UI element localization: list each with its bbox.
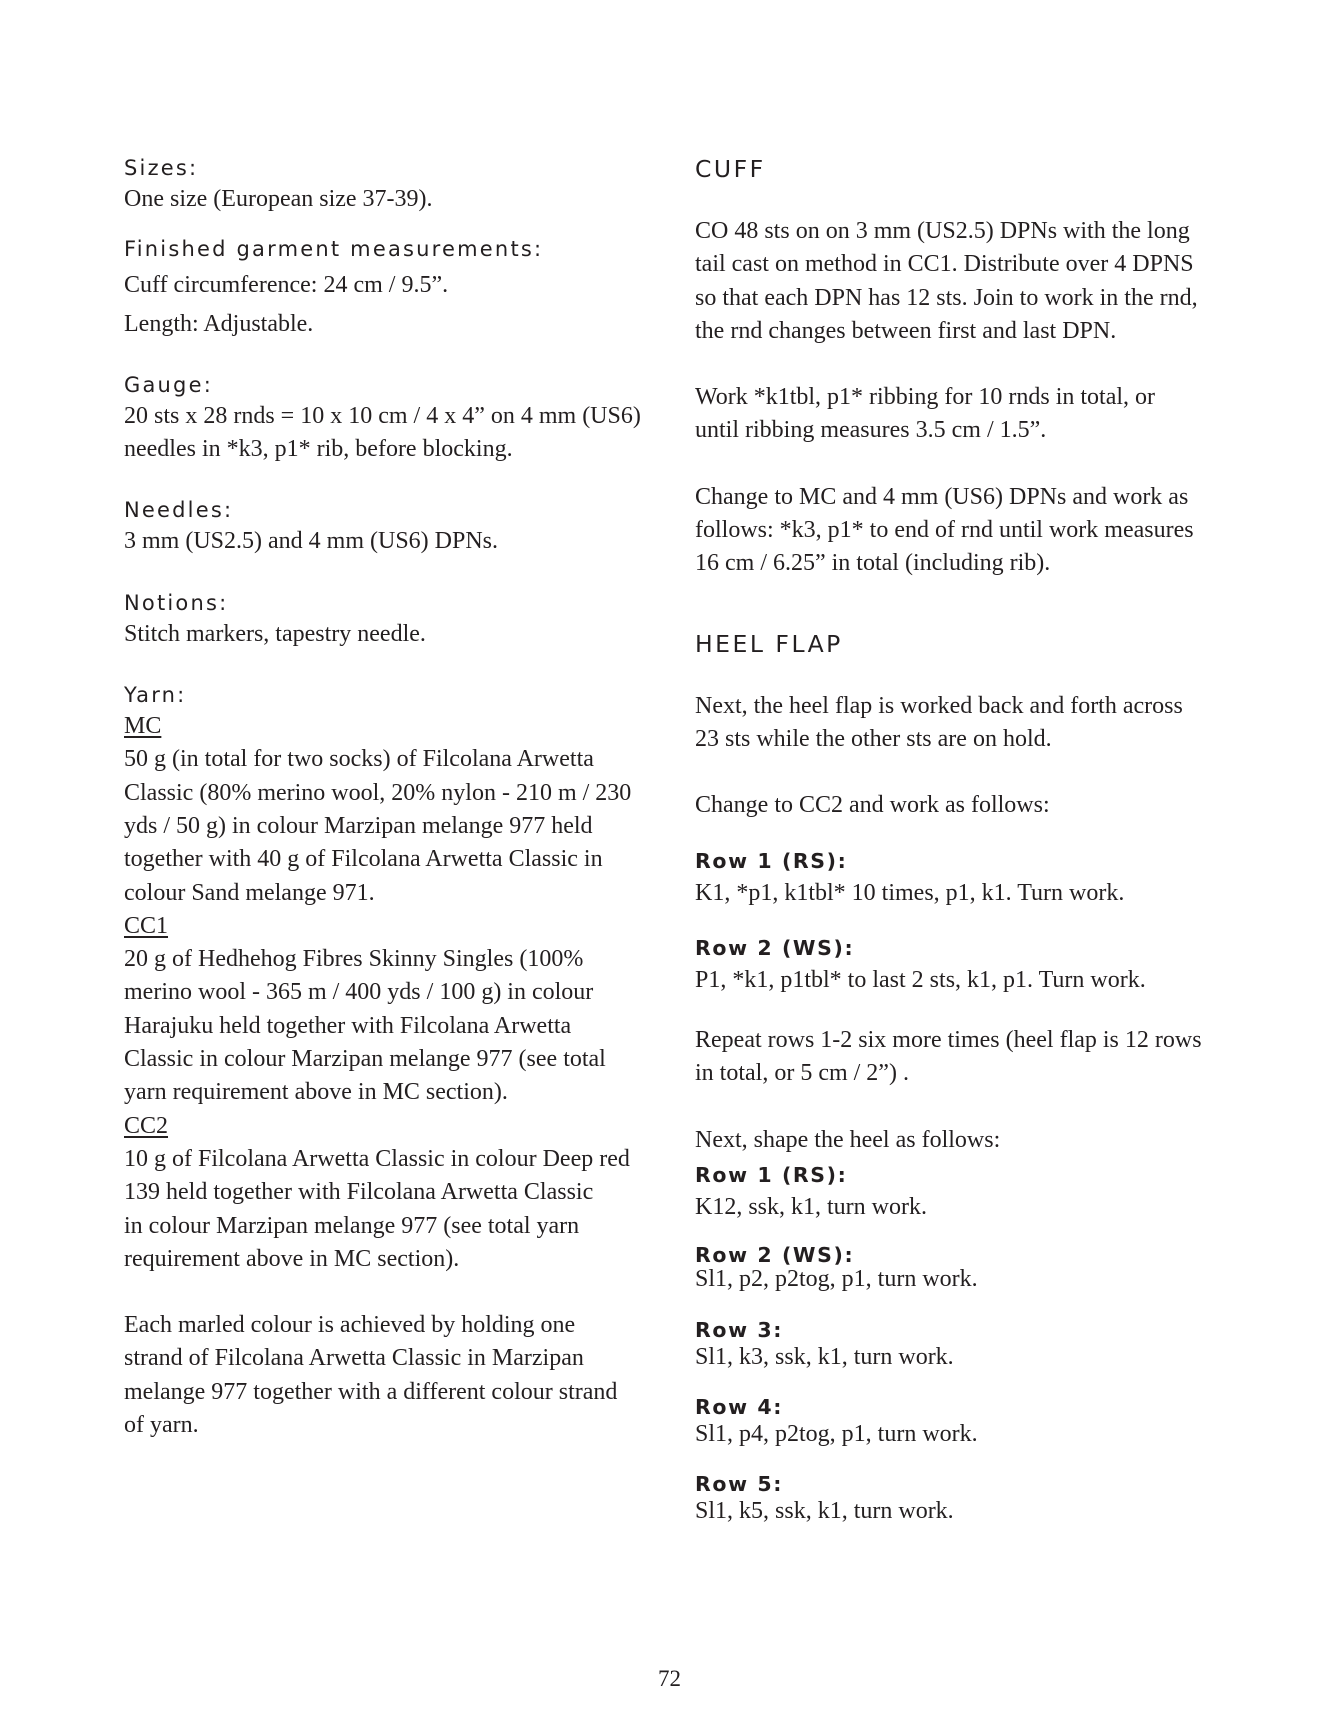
cc1-line: Classic in colour Marzipan melange 977 (see total [124,1046,606,1073]
mc-line: together with 40 g of Filcolana Arwetta Classic in [124,846,603,873]
cc2-label: CC2 [124,1112,169,1139]
shape-row-label: Row 1 (RS): [695,1163,848,1188]
flap-row-label: Row 1 (RS): [695,848,848,873]
cuff-circumference: Cuff circumference: 24 cm / 9.5”. [124,272,449,299]
flap-row-text: P1, *k1, p1tbl* to last 2 sts, k1, p1. Turn work. [695,966,1146,993]
heel-change-line: Change to CC2 and work as follows: [695,792,1050,819]
mc-line: Classic (80% merino wool, 20% nylon - 210 m / 230 [124,779,632,806]
heel-paragraph [695,690,1240,757]
cuff-heading: CUFF [695,155,766,183]
shape-row-text: Sl1, k5, ssk, k1, turn work. [695,1498,954,1525]
heel-flap-heading: HEEL FLAP [695,629,843,658]
shape-row-label: Row 4: [695,1394,784,1419]
cuff-line: Change to MC and 4 mm (US6) DPNs and work as [695,483,1189,510]
cuff-line: follows: *k3, p1* to end of rnd until work measures [695,517,1194,544]
cuff-paragraph [695,215,1240,348]
cuff-line: the rnd changes between first and last DPN. [695,317,1117,344]
cuff-paragraph [695,381,1240,448]
needles-label: Needles: [124,498,234,523]
sizes-value: One size (European size 37-39). [124,186,433,212]
mc-description [124,743,664,909]
gauge-label: Gauge: [124,372,213,397]
heel-line: Next, the heel flap is worked back and forth across [695,692,1183,719]
right-column [695,150,1240,1529]
shape-row-text: Sl1, k3, ssk, k1, turn work. [695,1343,954,1370]
cuff-line: until ribbing measures 3.5 cm / 1.5”. [695,417,1047,444]
cuff-line: 16 cm / 6.25” in total (including rib). [695,550,1051,577]
notions-value: Stitch markers, tapestry needle. [124,620,426,647]
shape-intro: Next, shape the heel as follows: [695,1126,1001,1153]
cc1-line: Harajuku held together with Filcolana Arwetta [124,1012,572,1039]
mc-line: colour Sand melange 971. [124,879,375,906]
repeat-paragraph [695,1024,1240,1091]
repeat-line: Repeat rows 1-2 six more times (heel flap is 12 rows [695,1027,1202,1054]
flap-row-label: Row 2 (WS): [695,935,855,960]
marled-line: strand of Filcolana Arwetta Classic in Marzipan [124,1345,584,1372]
notions-label: Notions: [124,590,229,615]
finished-measurements-label: Finished garment measurements: [124,237,544,262]
marled-line: melange 977 together with a different colour strand [124,1378,618,1405]
shape-row-label: Row 2 (WS): [695,1243,855,1268]
mc-line: yds / 50 g) in colour Marzipan melange 977 held [124,812,593,839]
cc2-description [124,1143,664,1276]
page-number: 72 [658,1666,681,1691]
cc1-description [124,943,664,1109]
cc1-line: merino wool - 365 m / 400 yds / 100 g) in colour [124,979,594,1006]
cc2-line: 10 g of Filcolana Arwetta Classic in colour Deep red [124,1145,630,1172]
gauge-value-line: needles in *k3, p1* rib, before blocking. [124,436,513,463]
marled-line: of yarn. [124,1412,199,1439]
cc2-line: in colour Marzipan melange 977 (see total yarn [124,1212,580,1239]
mc-label: MC [124,713,162,740]
cc1-line: 20 g of Hedhehog Fibres Skinny Singles (100% [124,946,584,973]
cc1-line: yarn requirement above in MC section). [124,1079,508,1106]
needles-value: 3 mm (US2.5) and 4 mm (US6) DPNs. [124,528,499,555]
cuff-line: tail cast on method in CC1. Distribute over 4 DPNS [695,251,1194,278]
shape-row-label: Row 3: [695,1317,784,1342]
flap-row-text: K1, *p1, k1tbl* 10 times, p1, k1. Turn work. [695,879,1125,906]
cuff-line: Work *k1tbl, p1* ribbing for 10 rnds in total, or [695,384,1156,411]
cuff-line: CO 48 sts on on 3 mm (US2.5) DPNs with the long [695,218,1190,244]
length: Length: Adjustable. [124,310,314,337]
repeat-line: in total, or 5 cm / 2”) . [695,1060,909,1087]
shape-row-text: Sl1, p4, p2tog, p1, turn work. [695,1420,978,1447]
cc1-label: CC1 [124,912,169,939]
marled-note [124,1309,664,1442]
cc2-line: requirement above in MC section). [124,1245,460,1272]
marled-line: Each marled colour is achieved by holding one [124,1312,576,1339]
gauge-value-line: 20 sts x 28 rnds = 10 x 10 cm / 4 x 4” on 4 mm (US6) [124,402,641,429]
cuff-line: so that each DPN has 12 sts. Join to work in the rnd, [695,284,1198,311]
left-column [124,150,664,1442]
cuff-paragraph [695,481,1240,581]
shape-row-text: K12, ssk, k1, turn work. [695,1194,927,1221]
heel-line: 23 sts while the other sts are on hold. [695,725,1052,752]
shape-row-text: Sl1, p2, p2tog, p1, turn work. [695,1266,978,1293]
cc2-line: 139 held together with Filcolana Arwetta Classic [124,1179,594,1206]
mc-line: 50 g (in total for two socks) of Filcolana Arwetta [124,746,594,773]
yarn-label: Yarn: [124,683,187,708]
sizes-label: Sizes: [124,156,199,180]
shape-row-label: Row 5: [695,1472,784,1497]
